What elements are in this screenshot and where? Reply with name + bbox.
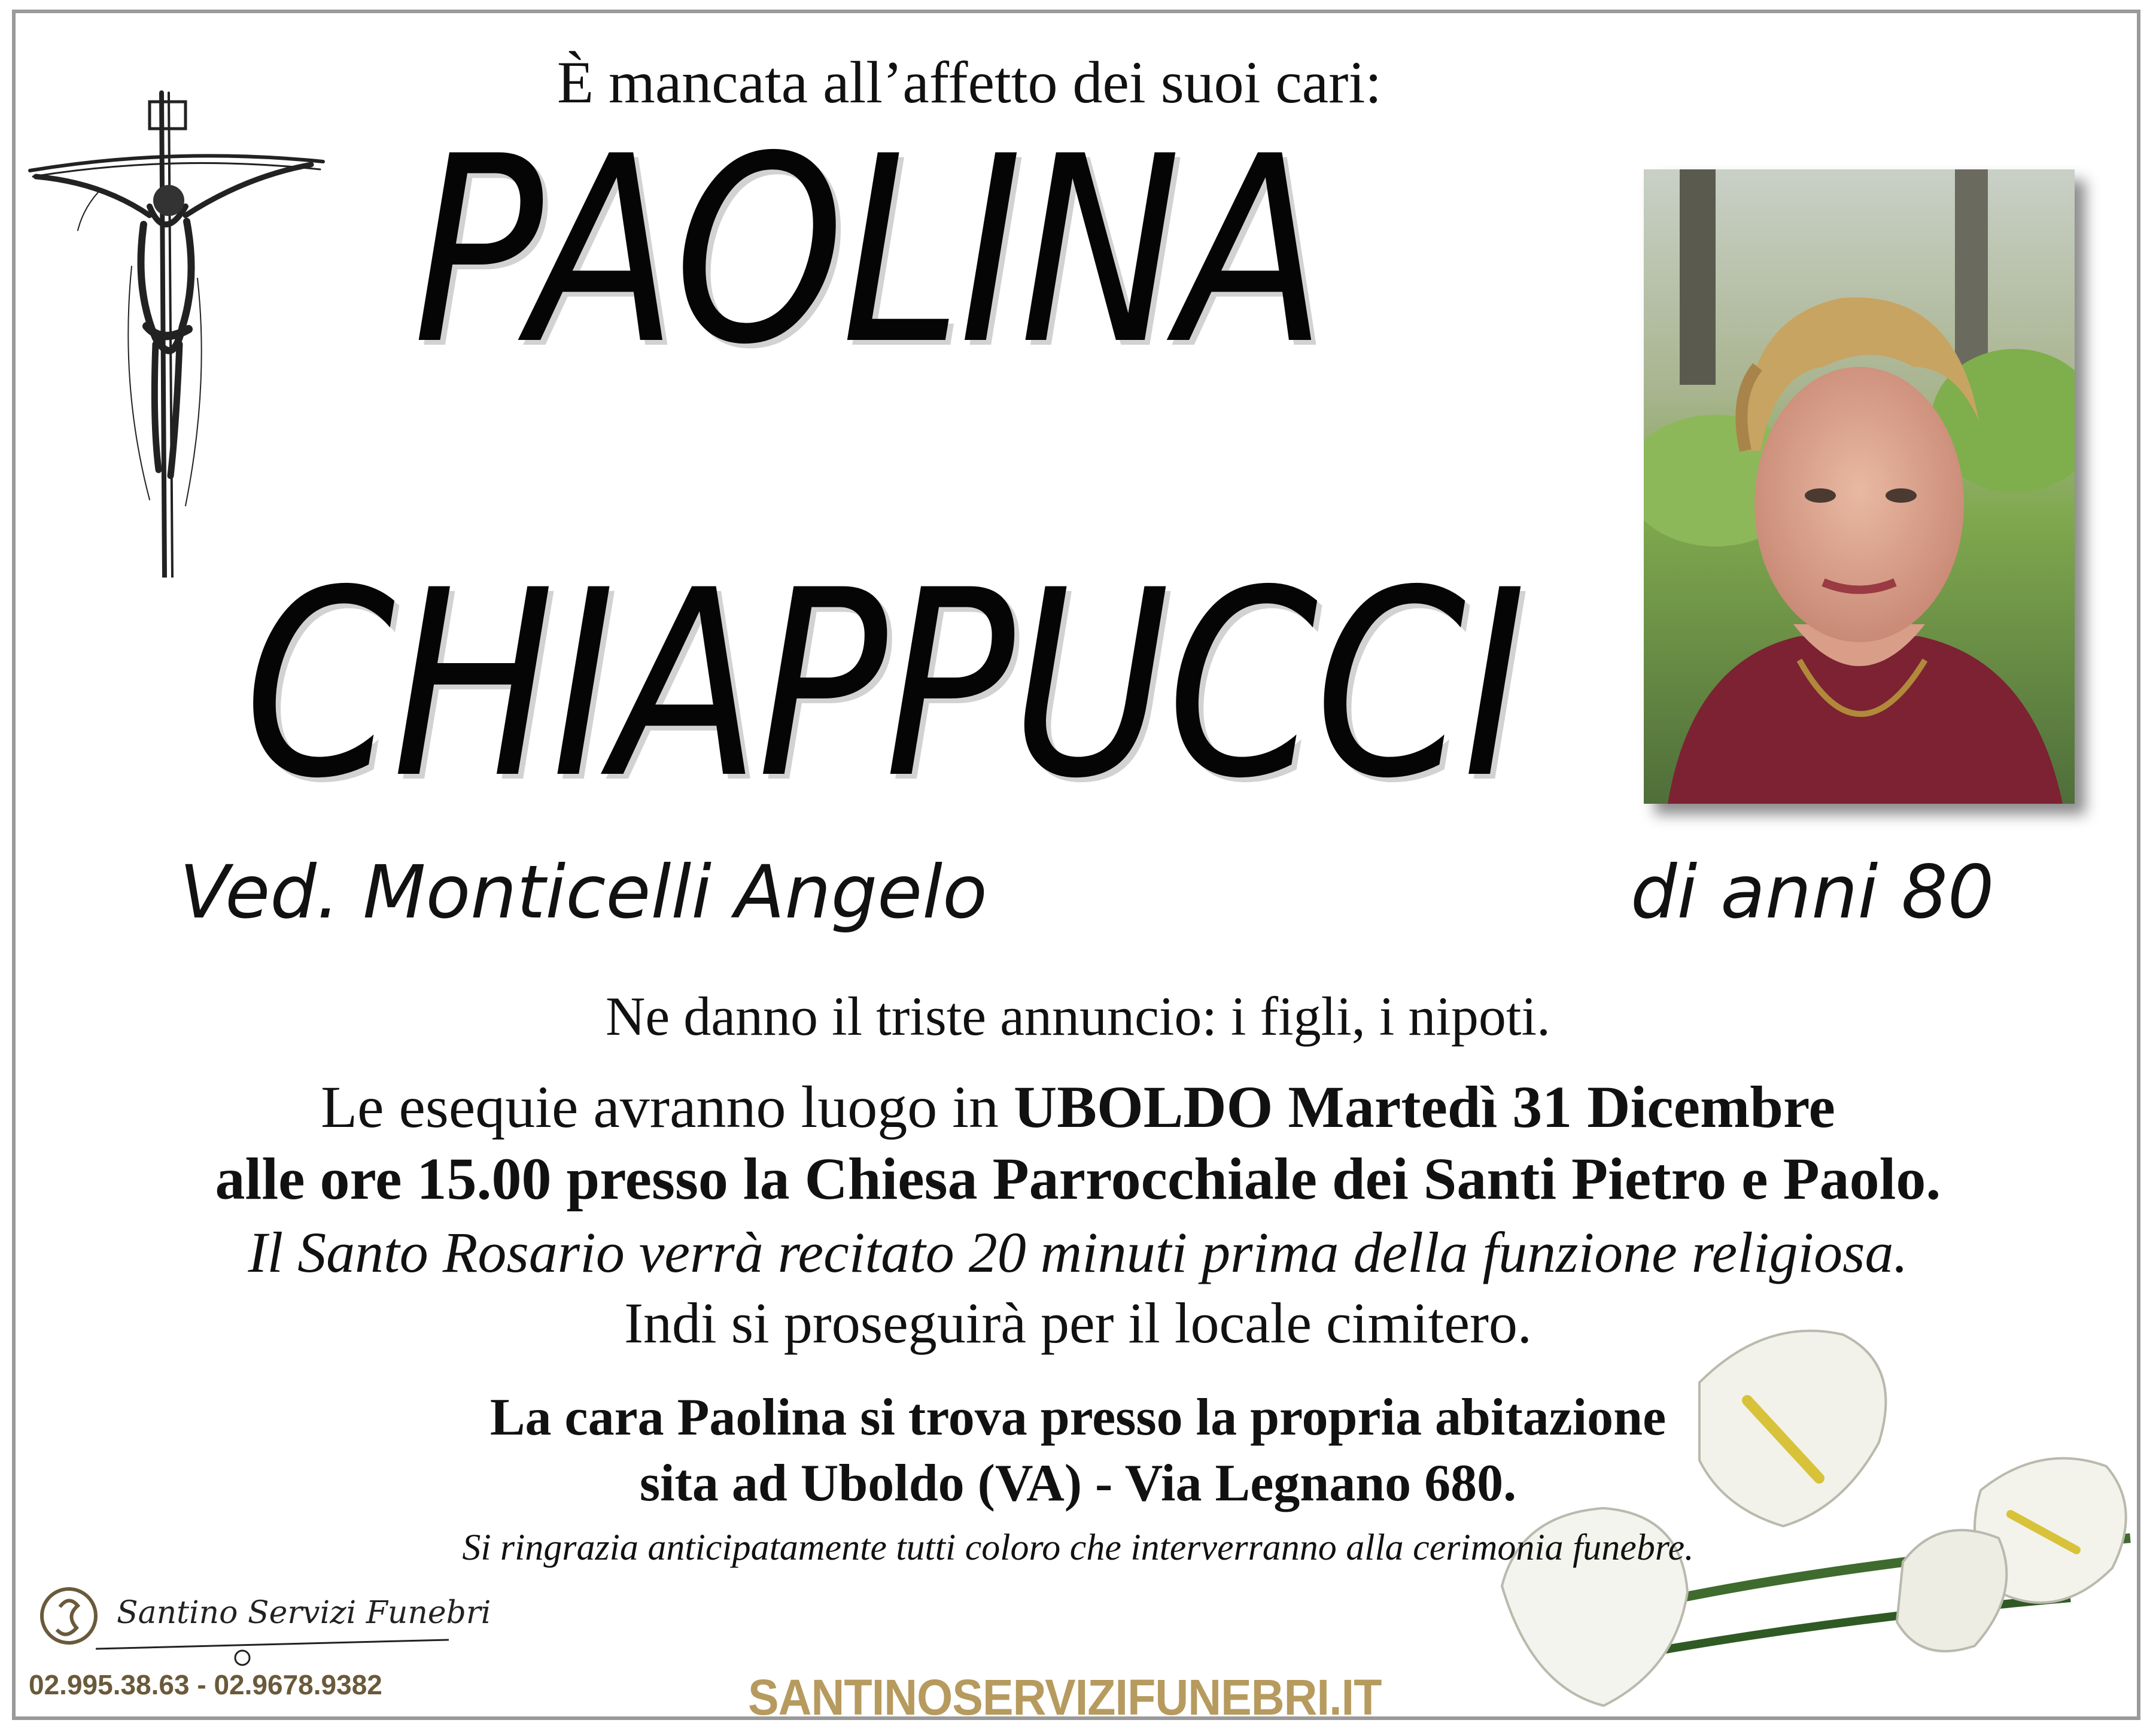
age-text: di anni 80 [1631, 850, 1994, 935]
home-line-1: La cara Paolina si trova presso la propria abitazione [489, 1388, 1667, 1447]
funeral-line-1-bold: UBOLDO Martedì 31 Dicembre [1014, 1074, 1835, 1140]
funeral-line-1-plain: Le esequie avranno luogo in [321, 1074, 1014, 1140]
logo-name: Santino Servizi Funebri [117, 1595, 491, 1631]
announcement-text: Ne danno il triste annuncio: i figli, i nipoti. [605, 986, 1551, 1047]
rosary-text: Il Santo Rosario verrà recitato 20 minuti prima della funzione religiosa. [248, 1220, 1908, 1284]
phone-numbers: 02.995.38.63 - 02.9678.9382 [29, 1669, 382, 1700]
deceased-photo [1644, 169, 2075, 804]
thanks-text: Si ringrazia anticipatamente tutti coloro che interverranno alla cerimonia funebre. [462, 1527, 1694, 1568]
deceased-first-name: PAOLINA [413, 102, 1323, 401]
website-link[interactable]: SANTINOSERVIZIFUNEBRI.IT [748, 1669, 1382, 1725]
funeral-line-1 [0, 1074, 2156, 1140]
funeral-line-2: alle ore 15.00 presso la Chiesa Parrocchiale dei Santi Pietro e Paolo. [215, 1145, 1941, 1212]
home-line-2: sita ad Uboldo (VA) - Via Legnano 680. [639, 1454, 1517, 1512]
cemetery-text: Indi si proseguirà per il locale cimitero. [624, 1291, 1532, 1355]
crucifix-icon [12, 87, 335, 578]
deceased-last-name: CHIAPPUCCI [244, 536, 1524, 835]
calla-lilies-icon [1484, 1311, 2142, 1718]
widow-of-text: Ved. Monticelli Angelo [180, 850, 987, 935]
intro-text: È mancata all’affetto dei suoi cari: [557, 49, 1382, 116]
